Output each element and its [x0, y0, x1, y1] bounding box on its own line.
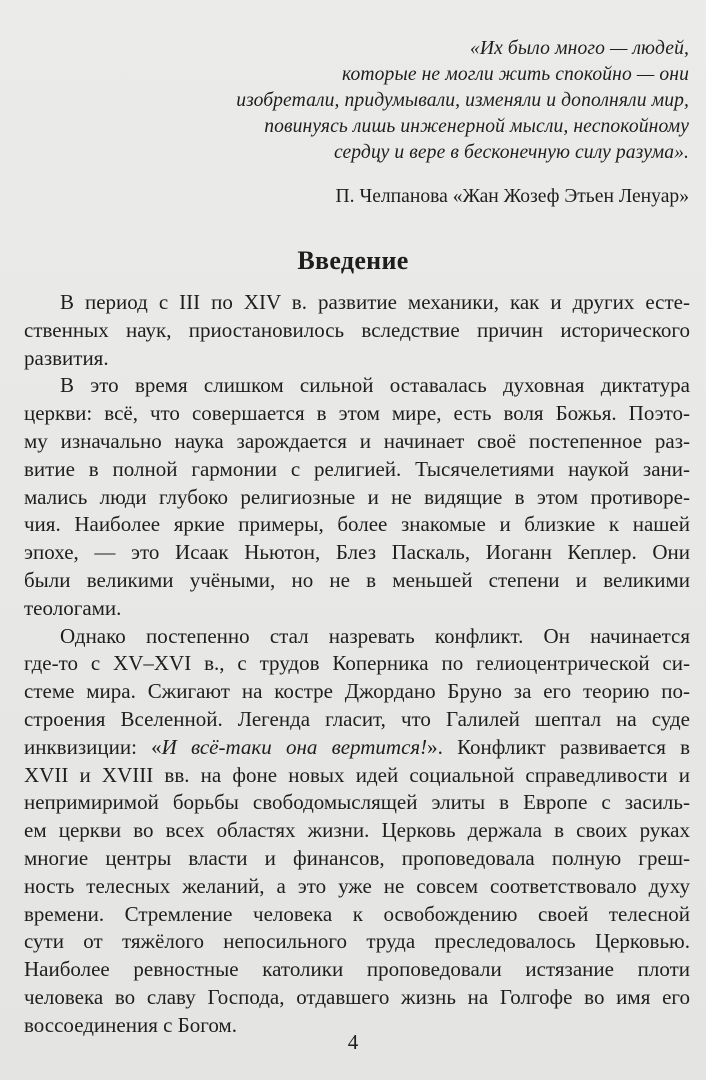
epigraph-line: сердцу и вере в бесконечную силу разума». — [333, 142, 689, 163]
text-line: Однако постепенно стал назревать конфликт. Он начинается — [60, 623, 690, 648]
section-heading: Введение — [297, 246, 409, 275]
text-line: В это время слишком сильной оставалась духовная диктатура — [60, 373, 690, 398]
galileo-quote: И всё-таки она вертится! — [161, 734, 428, 759]
epigraph-attribution: П. Челпанова «Жан Жозеф Этьен Ленуар» — [335, 186, 689, 207]
text-line: воссоединения с Богом. — [24, 1012, 237, 1037]
quote-suffix: ». Конфликт развивается в — [427, 734, 691, 759]
text-line: В период с III по XIV в. развитие механики, как и других есте- — [60, 290, 690, 314]
text-line: эпохе, — это Исаак Ньютон, Блез Паскаль, Иоганн Кеплер. Они — [24, 540, 690, 565]
text-line: стеме мира. Сжигают на костре Джордано Бруно за его теорию по- — [24, 679, 690, 704]
text-line: непримиримой борьбы свободомыслящей элиты в Европе с засиль- — [24, 790, 690, 815]
text-line: человека во славу Господа, отдавшего жизнь на Голгофе во имя его — [24, 984, 690, 1009]
text-line: теологами. — [24, 595, 122, 620]
body-text — [24, 289, 690, 1040]
quote-prefix: инквизиции: « — [24, 734, 162, 759]
epigraph — [69, 36, 689, 166]
text-line: ность телесных желаний, а это уже не совсем соответствовало духу — [24, 873, 690, 898]
text-line: ем церкви во всех областях жизни. Церковь держала в своих руках — [24, 818, 690, 843]
text-line: ственных наук, приостановилось вследствие причин исторического — [24, 317, 690, 342]
text-line: Наиболее ревностные католики проповедовали истязание плоти — [24, 957, 690, 982]
epigraph-line: которые не могли жить спокойно — они — [341, 64, 689, 85]
text-line: развития. — [24, 345, 109, 370]
text-line: были великими учёными, но не в меньшей степени и великими — [24, 567, 690, 592]
text-line: многие центры власти и финансов, проповедовала полную греш- — [24, 845, 690, 870]
text-line: сути от тяжёлого непосильного труда преследовалось Церковью. — [24, 929, 690, 954]
text-line-with-quote — [24, 734, 690, 762]
text-line: чия. Наиболее яркие примеры, более знакомые и близкие к нашей — [24, 512, 690, 537]
text-line: XVII и XVIII вв. на фоне новых идей социальной справедливости и — [24, 762, 690, 787]
text-line: му изначально наука зарождается и начинает своё постепенное раз- — [24, 428, 690, 453]
epigraph-line: изобретали, придумывали, изменяли и дополняли мир, — [236, 90, 689, 111]
epigraph-line: повинуясь лишь инженерной мысли, неспокойному — [264, 116, 689, 137]
text-line: витие в полной гармонии с религией. Тысячелетиями наукой зани- — [24, 456, 690, 481]
text-line: строения Вселенной. Легенда гласит, что Галилей шептал на суде — [24, 706, 690, 731]
page-number: 4 — [347, 1030, 359, 1054]
text-line: времени. Стремление человека к освобождению своей телесной — [24, 901, 690, 926]
epigraph-line: «Их было много — людей, — [469, 38, 689, 59]
text-line: где-то с XV–XVI в., с трудов Коперника по гелиоцентрической си- — [24, 651, 690, 676]
text-line: церкви: всё, что совершается в этом мире, есть воля Божья. Поэто- — [24, 401, 690, 426]
text-line: мались люди глубоко религиозные и не видящие в этом противоре- — [24, 484, 690, 509]
